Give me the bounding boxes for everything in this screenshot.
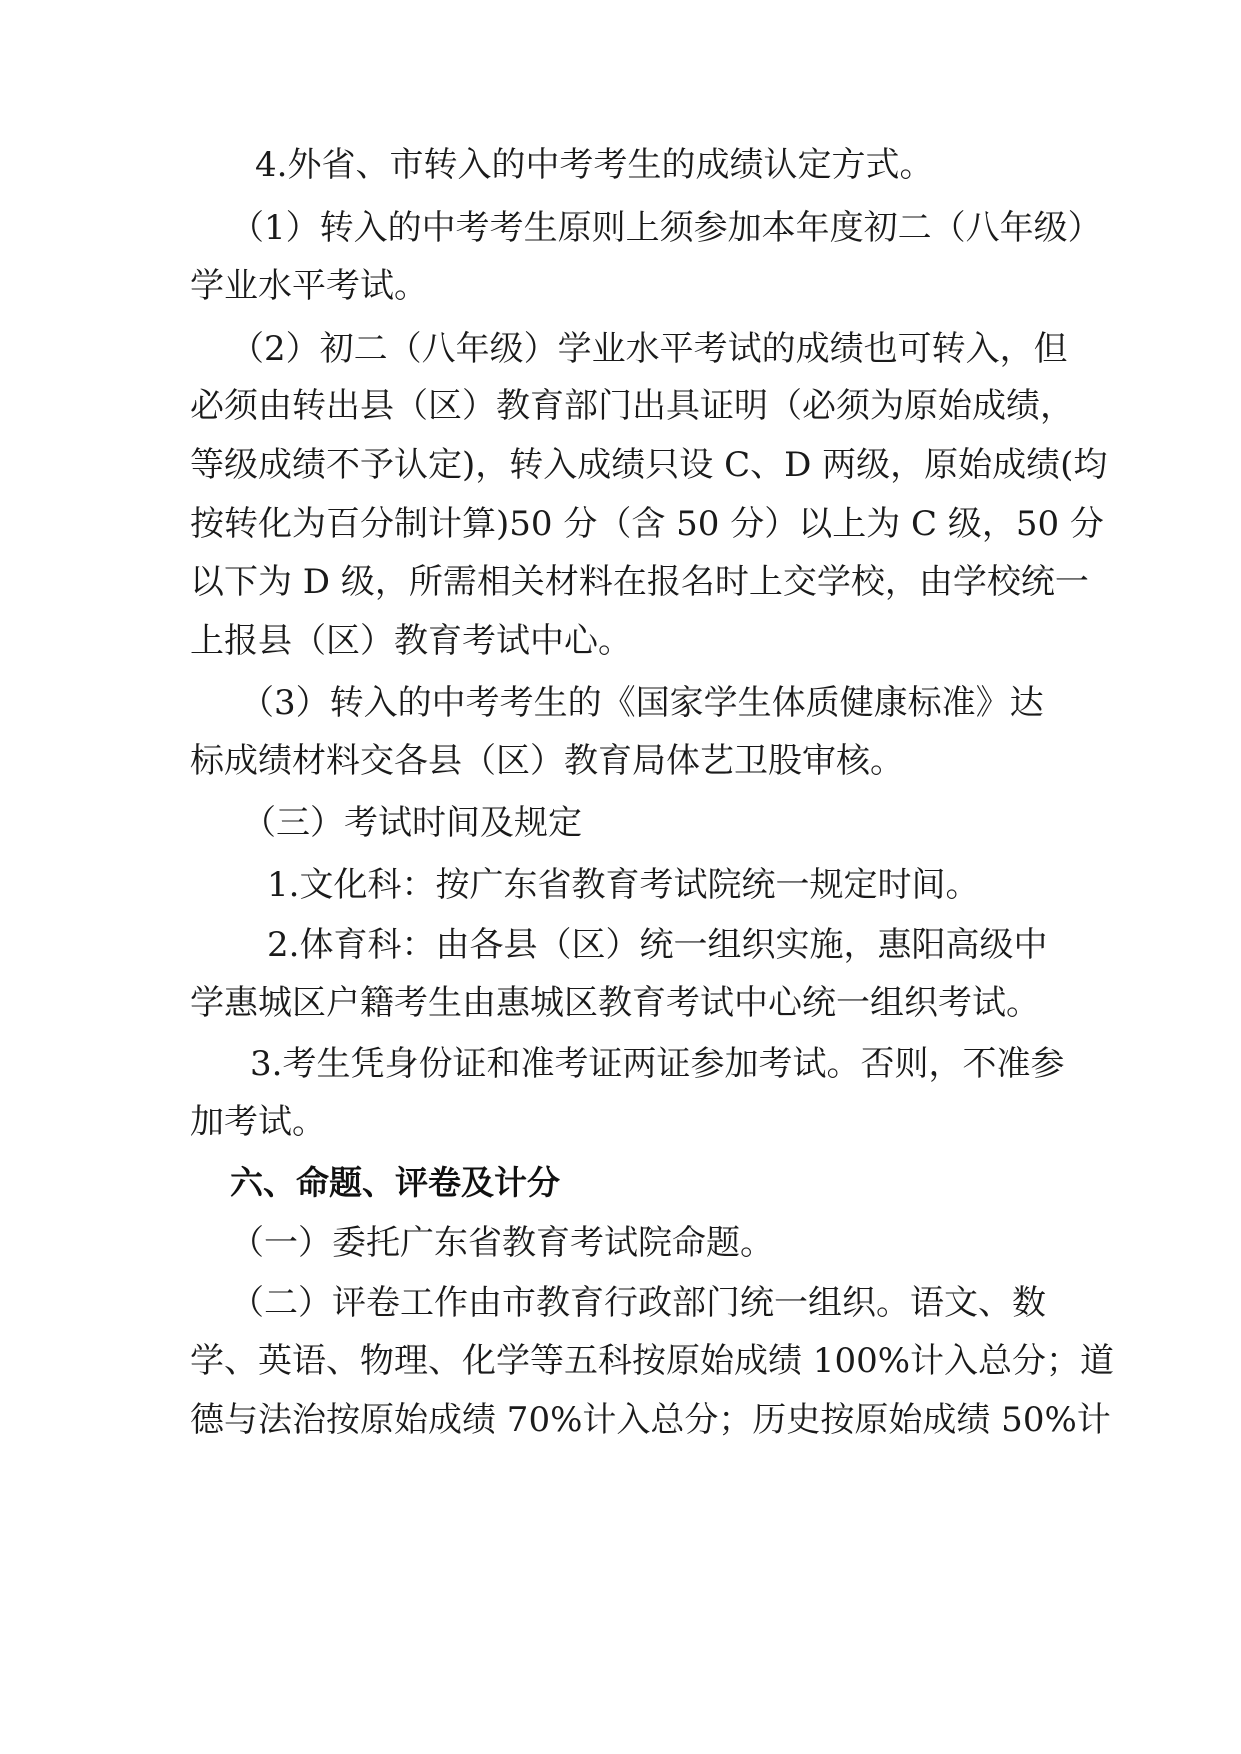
paragraph-line: 2.体育科：由各县（区）统一组织实施，惠阳高级中 <box>267 925 1048 965</box>
paragraph-line: 3.考生凭身份证和准考证两证参加考试。否则，不准参 <box>250 1044 1065 1084</box>
paragraph-line: （一）委托广东省教育考试院命题。 <box>230 1223 774 1263</box>
chapter-heading: 六、命题、评卷及计分 <box>230 1163 560 1202</box>
paragraph-line: 加考试。 <box>190 1102 326 1142</box>
paragraph-line: 学惠城区户籍考生由惠城区教育考试中心统一组织考试。 <box>190 983 1040 1023</box>
paragraph-line: 按转化为百分制计算)50 分（含 50 分）以上为 C 级，50 分 <box>190 504 1104 544</box>
paragraph-line: （1）转入的中考考生原则上须参加本年度初二（八年级） <box>230 208 1102 248</box>
paragraph-line: 必须由转出县（区）教育部门出具证明（必须为原始成绩， <box>190 386 1074 426</box>
paragraph-line: （二）评卷工作由市教育行政部门统一组织。语文、数 <box>230 1283 1046 1323</box>
paragraph-line: 1.文化科：按广东省教育考试院统一规定时间。 <box>267 865 980 905</box>
section-heading: （三）考试时间及规定 <box>242 803 582 843</box>
paragraph-line: 学、英语、物理、化学等五科按原始成绩 100%计入总分；道 <box>190 1341 1115 1381</box>
paragraph-line: 4.外省、市转入的中考考生的成绩认定方式。 <box>255 145 934 185</box>
paragraph-line: 标成绩材料交各县（区）教育局体艺卫股审核。 <box>190 741 904 781</box>
paragraph-line: （3）转入的中考考生的《国家学生体质健康标准》达 <box>240 683 1044 723</box>
paragraph-line: 上报县（区）教育考试中心。 <box>190 621 632 661</box>
paragraph-line: 以下为 D 级，所需相关材料在报名时上交学校，由学校统一 <box>190 562 1089 602</box>
paragraph-line: 德与法治按原始成绩 70%计入总分；历史按原始成绩 50%计 <box>190 1400 1111 1440</box>
paragraph-line: 等级成绩不予认定)，转入成绩只设 C、D 两级，原始成绩(均 <box>190 445 1108 485</box>
paragraph-line: 学业水平考试。 <box>190 266 428 306</box>
paragraph-line: （2）初二（八年级）学业水平考试的成绩也可转入，但 <box>230 329 1068 369</box>
